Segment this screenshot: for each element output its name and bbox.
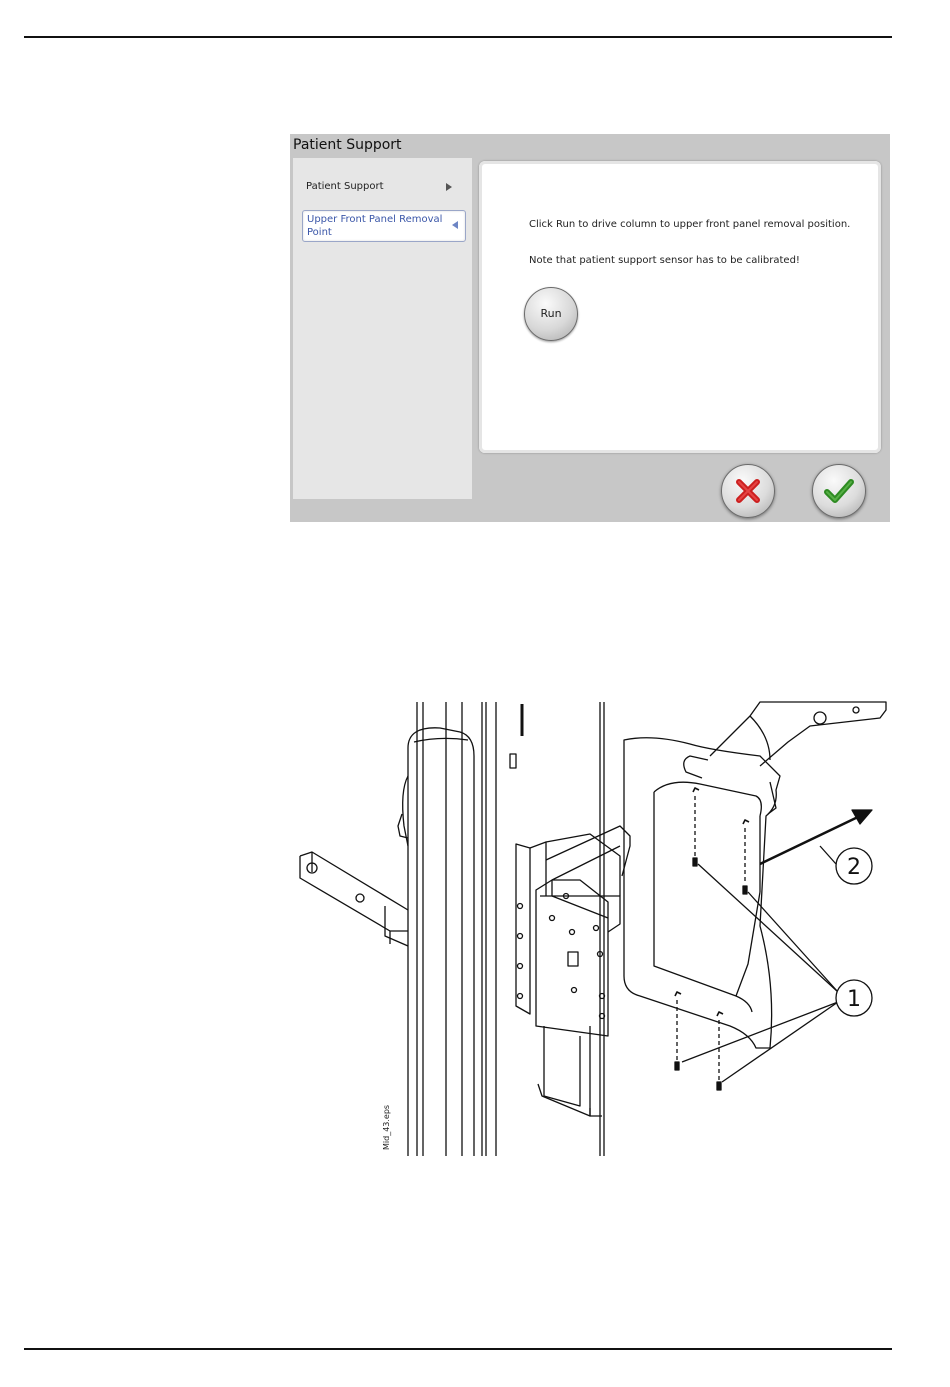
sidebar: [293, 158, 472, 499]
sidebar-item-patient-support[interactable]: [306, 179, 464, 195]
screws: [675, 788, 749, 1090]
upper-linkage: [684, 702, 886, 778]
top-rule: [24, 36, 892, 38]
svg-text:1: 1: [847, 987, 861, 1012]
confirm-button[interactable]: [812, 464, 866, 518]
figure-file-id: Mid_43.eps: [382, 1104, 391, 1150]
run-button[interactable]: Run: [524, 287, 578, 341]
red-x-icon: [730, 473, 766, 509]
svg-text:2: 2: [847, 855, 861, 880]
green-check-icon: [821, 473, 857, 509]
bottom-rule: [24, 1348, 892, 1350]
sidebar-item-upper-front-panel-removal-point[interactable]: [302, 210, 466, 242]
column-rails: [417, 702, 604, 1156]
callout-2: [836, 848, 872, 884]
content-panel: [479, 161, 881, 453]
window-title: Patient Support: [293, 137, 402, 153]
side-arm: [300, 852, 408, 946]
sidebar-item-label: Upper Front Panel Removal Point: [307, 214, 443, 238]
sidebar-item-label: Patient Support: [306, 181, 384, 192]
cancel-button[interactable]: [721, 464, 775, 518]
calibration-note: Note that patient support sensor has to be calibrated!: [529, 255, 800, 266]
panel-removal-illustration: [290, 696, 890, 1158]
callout-1: [836, 980, 872, 1016]
chevron-right-icon: [446, 183, 452, 191]
patient-support-window: [290, 134, 890, 522]
front-panel: [624, 738, 780, 1048]
chevron-left-icon: [452, 221, 458, 229]
instruction-text: Click Run to drive column to upper front panel removal position.: [529, 219, 851, 230]
